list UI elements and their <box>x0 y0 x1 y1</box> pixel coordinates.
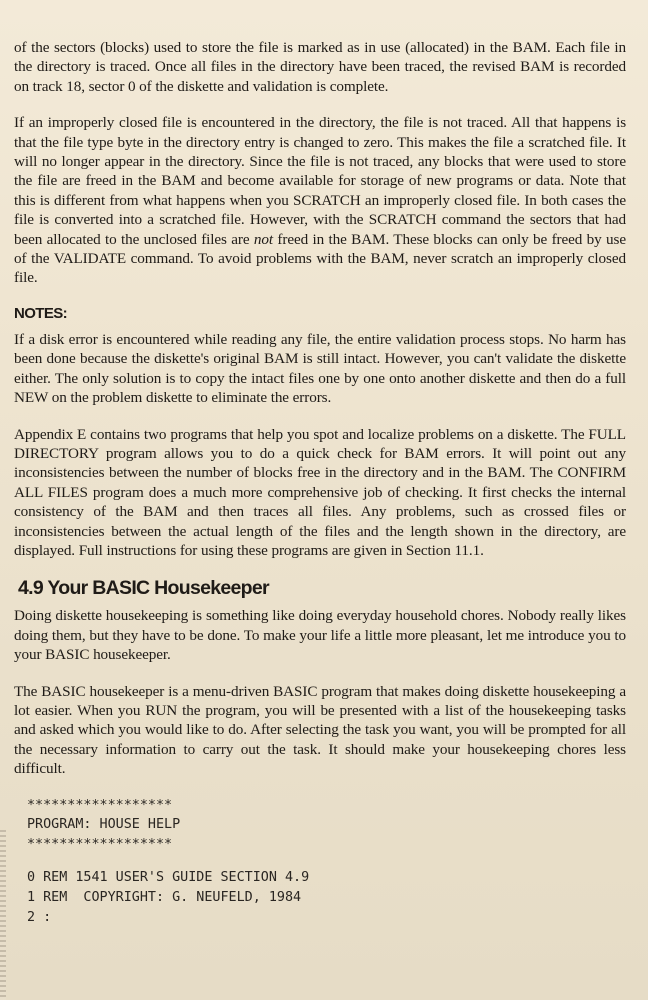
program-header <box>27 796 626 855</box>
paragraph-validation-complete <box>14 38 626 96</box>
paragraph-text: of the sectors (blocks) used to store the file is marked as in use (allocated) in the BAM. Each file in the directory is traced. Once all files in the directory have been traced, the revised BAM is recorded on track 18, sector 0 of the diskette and validation is complete. <box>14 39 626 95</box>
paragraph-improperly-closed-file <box>14 113 626 288</box>
code-line: ****************** <box>27 836 173 852</box>
notes-heading: NOTES: <box>14 304 68 322</box>
book-page <box>14 38 626 927</box>
code-line: 1 REM COPYRIGHT: G. NEUFELD, 1984 <box>27 889 302 905</box>
code-line: 2 : <box>27 909 52 925</box>
paragraph-housekeeper-description <box>14 682 626 779</box>
code-line: ****************** <box>27 797 173 813</box>
paragraph-text: The BASIC housekeeper is a menu-driven BASIC program that makes doing diskette housekeeping a lot easier. When you RUN the program, you will be presented with a list of the housekeeping tasks and asked which you would like to do. After selecting the task you want, you will be prompted for all the necessary information to carry out the task. It should make your housekeeping chores less difficult. <box>14 682 626 778</box>
program-listing <box>27 868 626 927</box>
paragraph-housekeeping-intro <box>14 606 626 664</box>
paragraph-text: If a disk error is encountered while reading any file, the entire validation process stops. No harm has been done because the diskette's original BAM is still intact. However, you can't validate the diskette either. The only solution is to copy the intact files one by one onto another diskette and then do a full NEW on the problem diskette to eliminate the errors. <box>14 330 626 407</box>
section-heading: 4.9 Your BASIC Housekeeper <box>18 577 269 600</box>
emphasis-not: not <box>253 230 274 248</box>
paragraph-text: Doing diskette housekeeping is something like doing everyday household chores. Nobody really likes doing them, but they have to be done. To make your life a little more pleasant, let me introduce you to your BASIC housekeeper. <box>14 607 626 664</box>
spacer <box>14 854 626 868</box>
paragraph-text-start: If an improperly closed file is encountered in the directory, the file is not traced. All that happens is that the file type byte in the directory entry is changed to zero. This makes the file a scratched file. It will no longer appear in the directory. Since the file is not traced, any blocks that were used to store the file are freed in the BAM and become available for storage of new programs or data. Note that this is different from what happens when you SCRATCH an improperly closed file. In both cases the file is converted into a scratched file. However, with the SCRATCH command the sectors that had been allocated to the unclosed files are <box>14 114 626 248</box>
page-binding-edge <box>0 830 6 1000</box>
code-line: PROGRAM: HOUSE HELP <box>27 817 181 833</box>
paragraph-text-end: freed in the BAM. These blocks can only be freed by use of the VALIDATE command. To avoid problems with the BAM, never scratch an improperly closed file. <box>14 230 626 287</box>
paragraph-text <box>14 113 626 288</box>
paragraph-appendix-e <box>14 425 626 561</box>
paragraph-disk-error-note <box>14 330 626 408</box>
paragraph-text: Appendix E contains two programs that help you spot and localize problems on a diskette. The FULL DIRECTORY program allows you to do a quick check for BAM errors. It will point out any inconsistencies between the number of blocks free in the directory and in the BAM. The CONFIRM ALL FILES program does a much more comprehensive job of checking. It first checks the internal consistency of the BAM and then traces all files. Any problems, such as crossed files or inconsistencies between the actual length of the files and the length shown in the directory, are displayed. Full instructions for using these programs are given in Section 11.1. <box>14 425 626 559</box>
code-line: 0 REM 1541 USER'S GUIDE SECTION 4.9 <box>27 870 310 886</box>
